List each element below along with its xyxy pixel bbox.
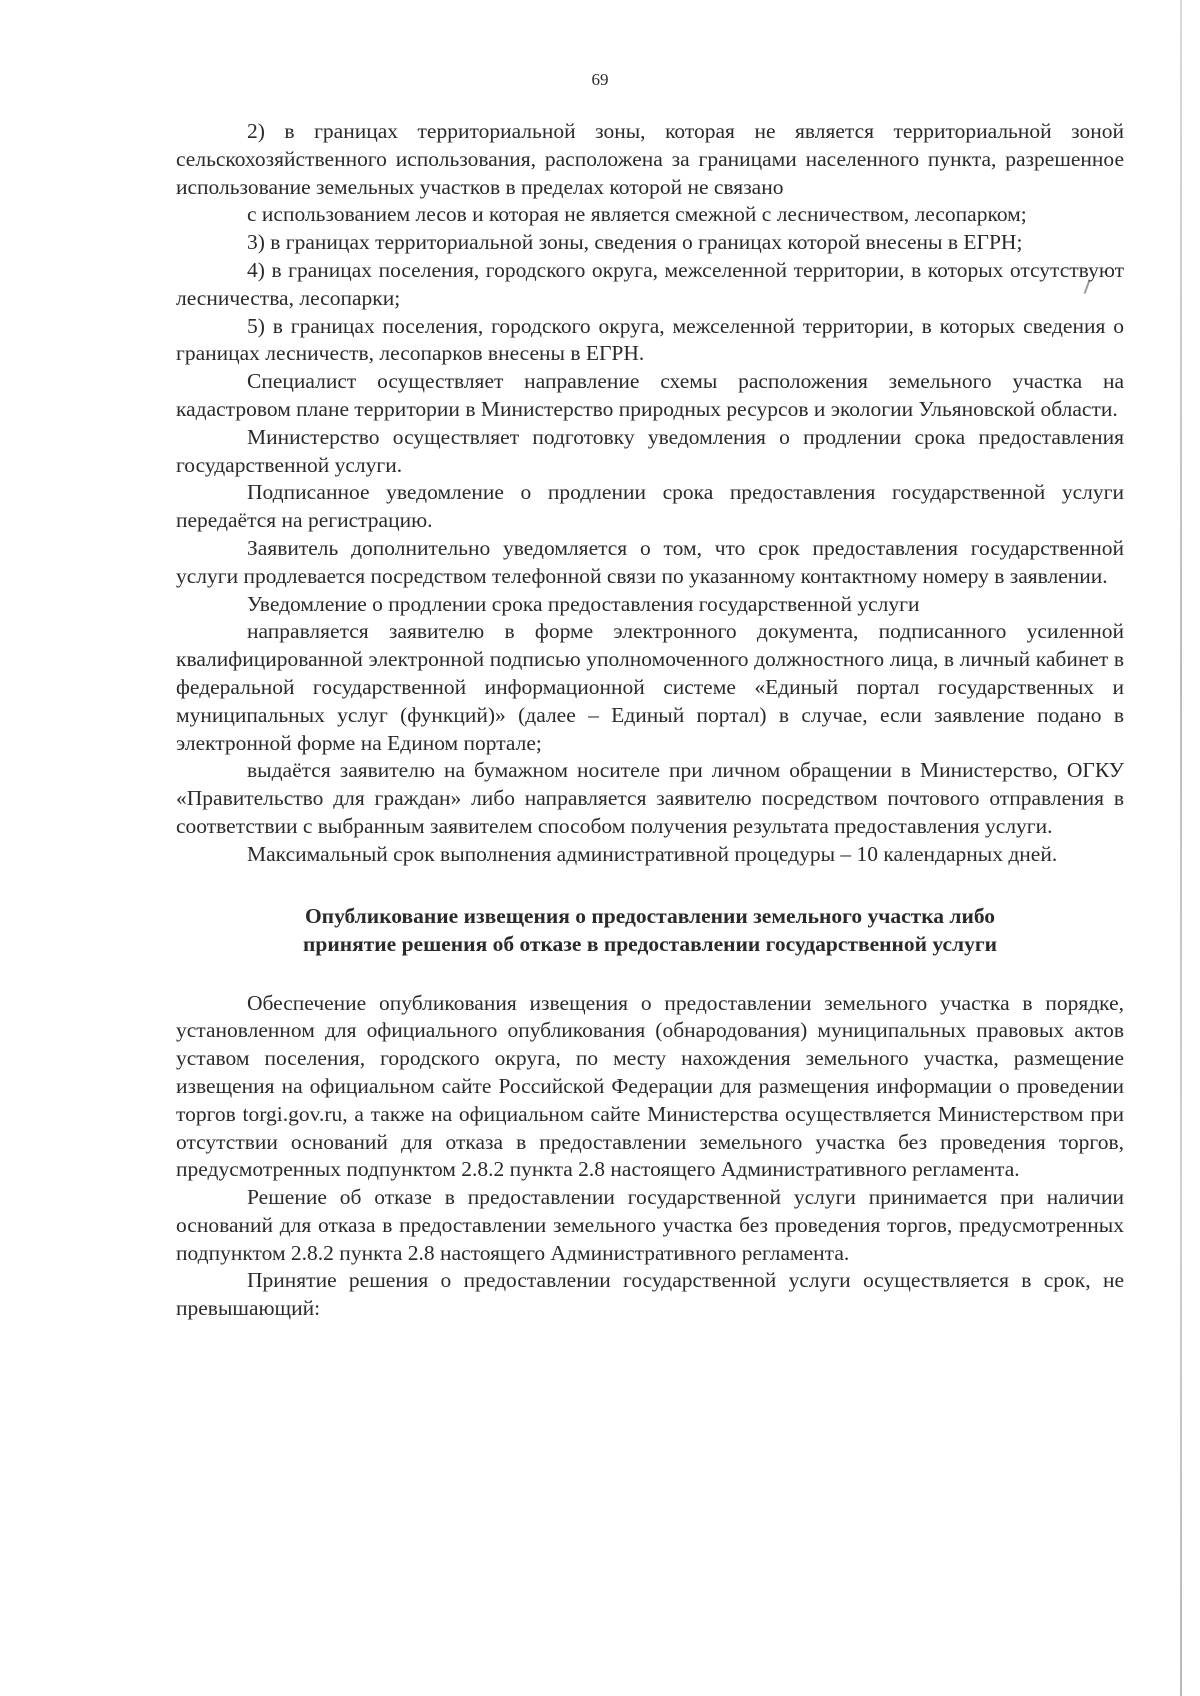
paragraph-applicant-notified: Заявитель дополнительно уведомляется о том, что срок предоставления государственной услуги продлевается посредством телефонной связи по указанному контактному номеру в заявлении. (176, 535, 1124, 588)
paragraph-specialist: Специалист осуществляет направление схемы расположения земельного участка на кадастровом плане территории в Министерство природных ресурсов и экологии Ульяновской области. (176, 369, 1124, 421)
paragraph-item-3: 3) в границах территориальной зоны, сведения о границах которой внесены в ЕГРН; (247, 230, 1023, 255)
paragraph-item-5: 5) в границах поселения, городского округа, межселенной территории, в которых сведения о границах лесничеств, лесопарков внесены в ЕГРН. (176, 313, 1124, 366)
paragraph-publication: Обеспечение опубликования извещения о предоставлении земельного участка в порядке, установленном для официального опубликования (обнародования) муниципальных правовых актов уставом поселения, городского округа, по месту нахождения земельного участка, размещение извещения на официальном сайте Российской Федерации для размещения информации о проведении торгов torgi.gov.ru, а также на официальном сайте Министерства осуществляется Министерством при отсутствии оснований для отказа в предоставлении земельного участка без проведения торгов, предусмотренных подпунктом 2.8.2 пункта 2.8 настоящего Административного регламента. (176, 990, 1124, 1182)
section-heading-line-2: принятие решения об отказе в предоставлении государственной услуги (302, 931, 998, 956)
paragraph-notice-extension: Уведомление о продлении срока предоставления государственной услуги (247, 591, 920, 616)
paragraph-item-2-continued: с использованием лесов и которая не является смежной с лесничеством, лесопарком; (247, 202, 1027, 227)
section-heading-line-1: Опубликование извещения о предоставлении земельного участка либо (304, 903, 996, 928)
paragraph-refusal: Решение об отказе в предоставлении государственной услуги принимается при наличии оснований для отказа в предоставлении земельного участка без проведения торгов, предусмотренных подпунктом 2.8.2 пункта 2.8 настоящего Административного регламента. (176, 1185, 1124, 1265)
paragraph-item-2: 2) в границах территориальной зоны, которая не является территориальной зоной сельскохозяйственного использования, расположена за границами населенного пункта, разрешенное использование земельных участков в пределах которой не связано (176, 119, 1124, 199)
section-heading (176, 902, 1124, 958)
paragraph-sent-electronic: направляется заявителю в форме электронного документа, подписанного усиленной квалифицированной электронной подписью уполномоченного должностного лица, в личный кабинет в федеральной государственной информационной системе «Единый портал государственных и муниципальных услуг (функций)» (далее – Единый портал) в случае, если заявление подано в электронной форме на Едином портале; (176, 619, 1124, 755)
document-body (176, 118, 1124, 1323)
paragraph-item-4: 4) в границах поселения, городского округа, межселенной территории, в которых отсутствуют лесничества, лесопарки; (176, 257, 1124, 310)
paragraph-signed-notice: Подписанное уведомление о продлении срока предоставления государственной услуги передаётся на регистрацию. (176, 480, 1124, 533)
paragraph-issued-paper: выдаётся заявителю на бумажном носителе при личном обращении в Министерство, ОГКУ «Правительство для граждан» либо направляется заявителю посредством почтового отправления в соответствии с выбранным заявителем способом получения результата предоставления услуги. (176, 758, 1124, 838)
scan-edge-line (1180, 0, 1182, 1696)
paragraph-max-term: Максимальный срок выполнения административной процедуры – 10 календарных дней. (247, 841, 1058, 866)
paragraph-ministry-notice: Министерство осуществляет подготовку уведомления о продлении срока предоставления государственной услуги. (176, 424, 1124, 477)
paragraph-decision-term: Принятие решения о предоставлении государственной услуги осуществляется в срок, не превышающий: (176, 1268, 1124, 1321)
page-number: 69 (591, 70, 609, 89)
